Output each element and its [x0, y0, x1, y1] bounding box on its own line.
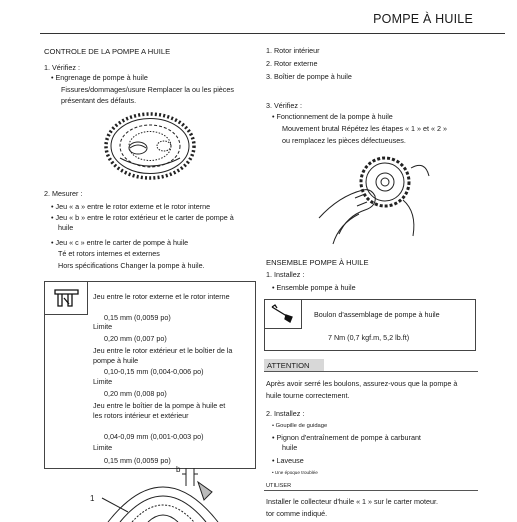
step1-line2: présentant des défauts. [61, 96, 137, 105]
spec-line-9: 0,20 mm (0,008 po) [104, 389, 167, 398]
legend-item-1: 1. Rotor intérieur [266, 46, 320, 55]
spec-line-5: Jeu entre le rotor extérieur et le boîtier de la [93, 346, 233, 355]
utiliser-label: UTILISER [266, 483, 292, 489]
ensemble-step1: 1. Installez : [266, 270, 305, 279]
diagram-label-1: 1 [90, 494, 95, 503]
torque-value: 7 Nm (0,7 kgf.m, 5,2 lb.ft) [328, 333, 410, 342]
spec-line-14: 0,15 mm (0,0059 po) [104, 456, 171, 465]
utiliser-rule [264, 490, 478, 491]
spec-line-10: Jeu entre le boîtier de la pompe à huile et [93, 401, 226, 410]
step3-line2: ou remplacez les pièces défectueuses. [282, 136, 406, 145]
spec-line-7: 0,10-0,15 mm (0,004-0,006 po) [104, 367, 204, 376]
section-title-controle: CONTROLE DE LA POMPE A HUILE [44, 47, 171, 56]
torque-label: Boulon d'assemblage de pompe à huile [314, 310, 440, 319]
ensemble-title: ENSEMBLE POMPE À HUILE [266, 258, 369, 267]
step2-out-of-spec: Hors spécifications Changer la pompe à huile. [58, 261, 205, 270]
utiliser-line2: tor comme indiqué. [266, 509, 328, 518]
spec-line-2: 0,15 mm (0,0059 po) [104, 313, 171, 322]
spec-line-8: Limite [93, 377, 113, 386]
spec-line-11: les rotors intérieur et extérieur [93, 411, 189, 420]
caliper-icon [52, 286, 82, 310]
spec-line-4: 0,20 mm (0,007 po) [104, 334, 167, 343]
step1-label: 1. Vérifiez : [44, 63, 80, 72]
legend-item-2: 2. Rotor externe [266, 59, 318, 68]
step3-label: 3. Vérifiez : [266, 101, 302, 110]
step2-bullet-b-cont: huile [58, 223, 74, 232]
step1-bullet: • Engrenage de pompe à huile [51, 73, 148, 82]
spec-line-13: Limite [93, 443, 113, 452]
attention-line2: huile tourne correctement. [266, 391, 350, 400]
oil-pump-gear-illustration [100, 106, 200, 186]
legend-item-3: 3. Boîtier de pompe à huile [266, 72, 352, 81]
page-title: POMPE À HUILE [373, 12, 473, 26]
attention-line1: Après avoir serré les boulons, assurez-vous que la pompe à [266, 379, 458, 388]
utiliser-line1: Installer le collecteur d'huile « 1 » sur le carter moteur. [266, 497, 438, 506]
spec-line-1: Jeu entre le rotor externe et le rotor interne [93, 292, 230, 301]
step2-bullet-c-cont: Té et rotors internes et externes [58, 249, 160, 258]
install-step2-label: 2. Installez : [266, 409, 305, 418]
step2-bullet-c: • Jeu « c » entre le carter de pompe à huile [51, 238, 189, 247]
hand-turning-pump-illustration [315, 148, 435, 248]
attention-rule [264, 371, 478, 372]
step1-line1: Fissures/dommages/usure Remplacer la ou les pièces [61, 85, 234, 94]
step2-label: 2. Mesurer : [44, 189, 83, 198]
diagram-label-b: b [176, 465, 181, 474]
step3-bullet: • Fonctionnement de la pompe à huile [272, 112, 393, 121]
spec-line-3: Limite [93, 322, 113, 331]
spec-line-6: pompe à huile [93, 356, 139, 365]
rotor-clearance-diagram [88, 468, 238, 522]
attention-label: ATTENTION [267, 361, 310, 370]
step2-bullet-b: • Jeu « b » entre le rotor extérieur et le carter de pompe à [51, 213, 234, 222]
wrench-torque-icon [270, 303, 296, 323]
ensemble-bullet: • Ensemble pompe à huile [272, 283, 356, 292]
spec-line-12: 0,04-0,09 mm (0,001-0,003 po) [104, 432, 204, 441]
install-bullet-2-cont: huile [282, 443, 298, 452]
install-bullet-1: • Goupille de guidage [272, 423, 328, 429]
install-bullet-4: • Une époque troublée [272, 470, 318, 475]
install-bullet-3: • Laveuse [272, 456, 304, 465]
header-divider [40, 33, 505, 34]
install-bullet-2: • Pignon d'entraînement de pompe à carburant [272, 433, 421, 442]
step3-line1: Mouvement brutal Répétez les étapes « 1 » et « 2 » [282, 124, 448, 133]
step2-bullet-a: • Jeu « a » entre le rotor externe et le rotor interne [51, 202, 211, 211]
